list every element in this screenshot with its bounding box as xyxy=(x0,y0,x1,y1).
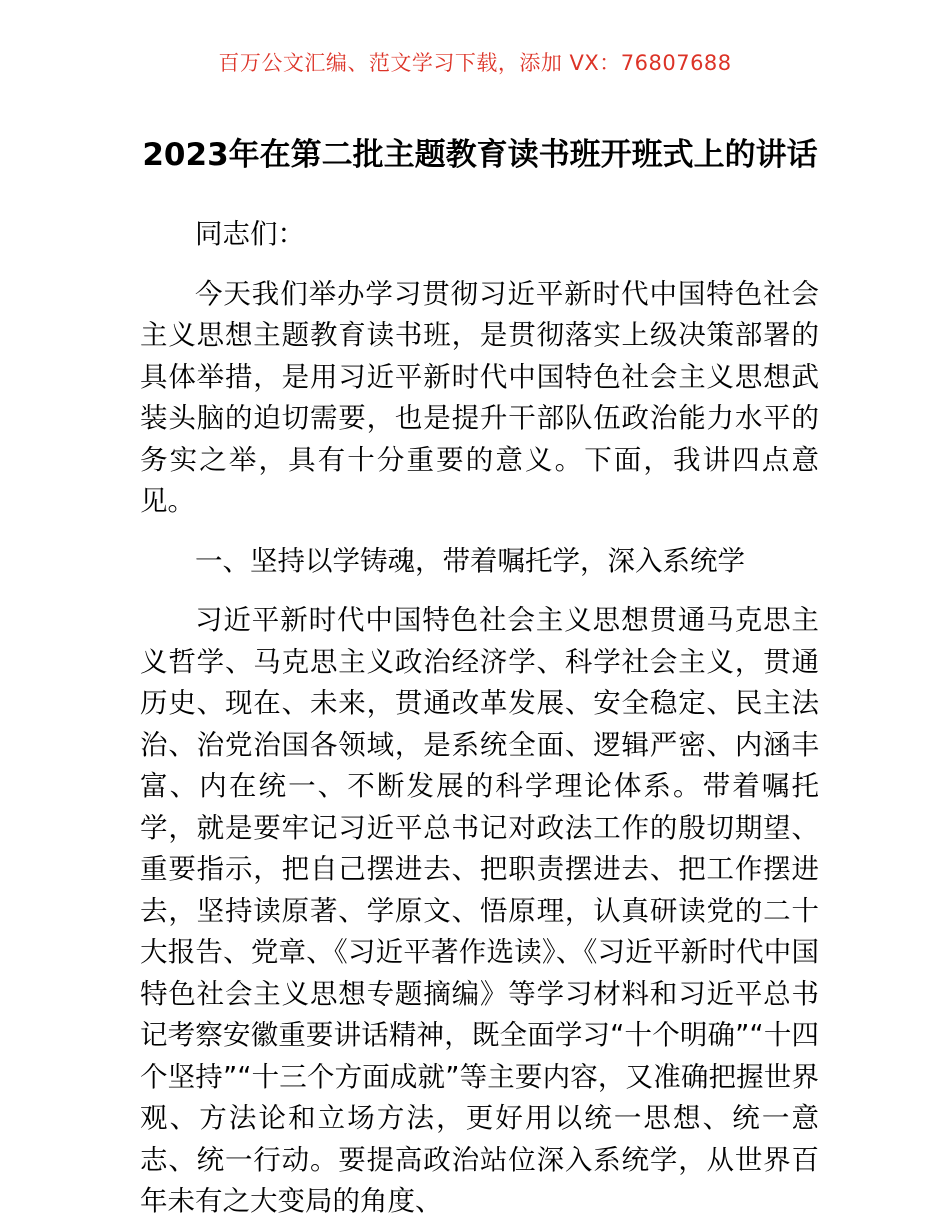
salutation-paragraph: 同志们： xyxy=(195,218,305,250)
intro-paragraph: 今天我们举办学习贯彻习近平新时代中国特色社会主义思想主题教育读书班，是贯彻落实上级决策部署的具体举措，是用习近平新时代中国特色社会主义思想武装头脑的迫切需要，也是提升干部队伍政治能力水平的务实之举，具有十分重要的意义。下面，我讲四点意见。 xyxy=(140,277,819,517)
section-one-body-paragraph: 习近平新时代中国特色社会主义思想贯通马克思主义哲学、马克思主义政治经济学、科学社会主义，贯通历史、现在、未来，贯通改革发展、安全稳定、民主法治、治党治国各领域，是系统全面、逻辑严密、内涵丰富、内在统一、不断发展的科学理论体系。带着嘱托学，就是要牢记习近平总书记对政法工作的殷切期望、重要指示，把自己摆进去、把职责摆进去、把工作摆进去，坚持读原著、学原文、悟原理，认真研读党的二十大报告、党章、《习近平著作选读》、《习近平新时代中国特色社会主义思想专题摘编》等学习材料和习近平总书记考察安徽重要讲话精神，既全面学习“十个明确”“十四个坚持”“十三个方面成就”等主要内容，又准确把握世界观、方法论和立场方法，更好用以统一思想、统一意志、统一行动。要提高政治站位深入系统学，从世界百年未有之大变局的角度、 xyxy=(140,604,819,1217)
promo-header-banner: 百万公文汇编、范文学习下载，添加 VX：76807688 xyxy=(218,51,732,75)
section-heading-one: 一、坚持以学铸魂，带着嘱托学，深入系统学 xyxy=(195,544,745,577)
page-title: 2023年在第二批主题教育读书班开班式上的讲话 xyxy=(142,136,818,173)
document-body xyxy=(140,214,819,1223)
